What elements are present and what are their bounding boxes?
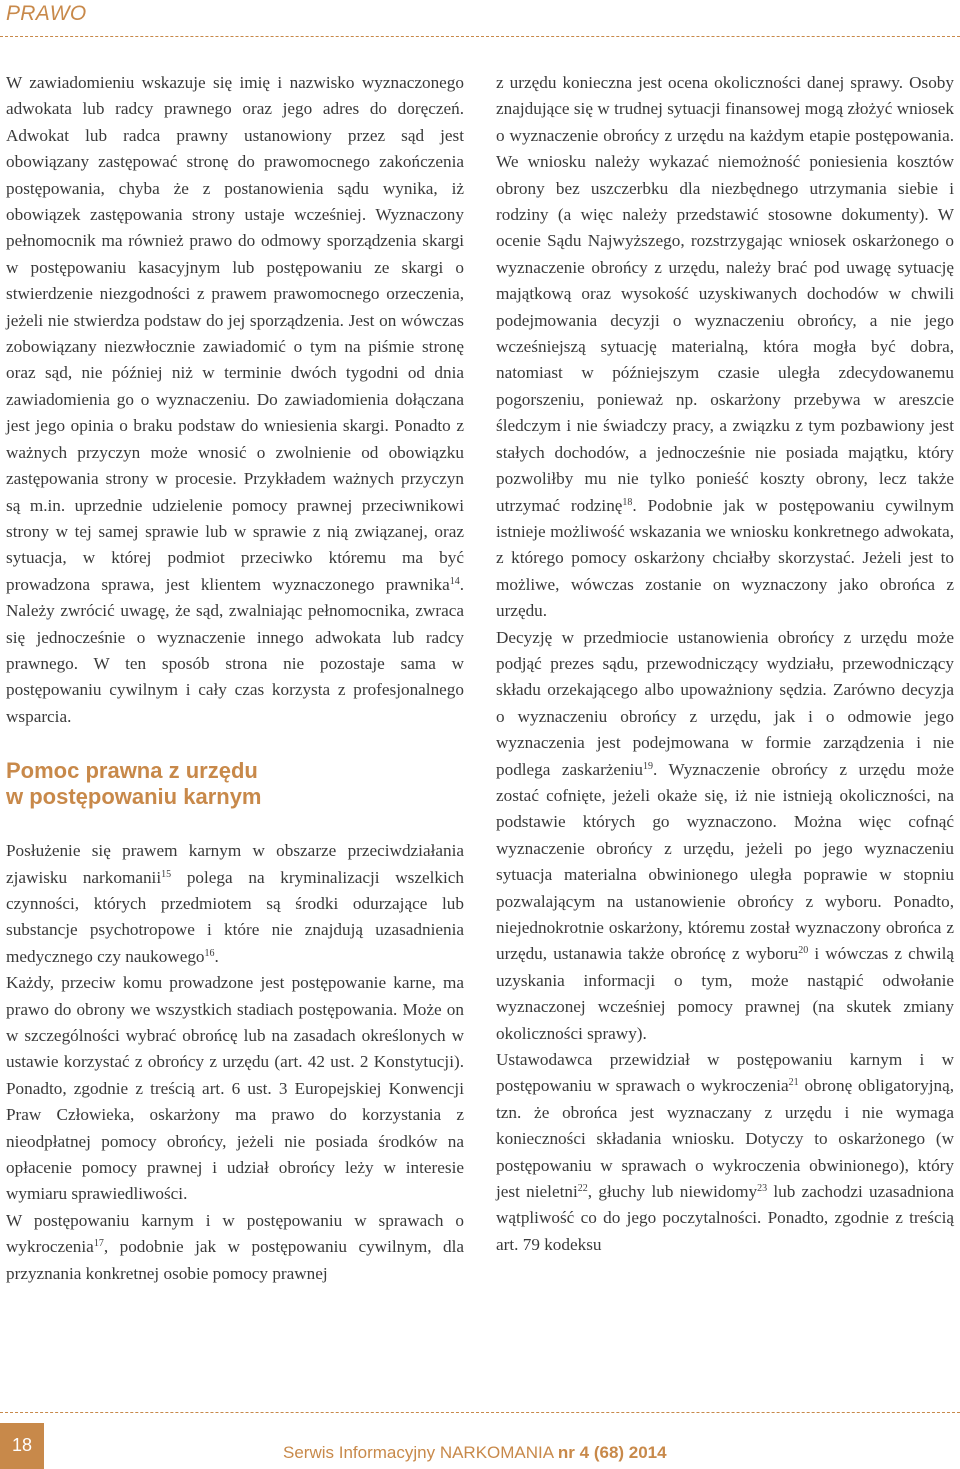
right-column bbox=[496, 70, 954, 1258]
paragraph: z urzędu konieczna jest ocena okoliczności danej sprawy. Osoby znajdujące się w trudnej sytuacji finansowej mogą złożyć wniosek o wyznaczenie obrońcy z urzędu na każdym etapie postępowania. We wniosku należy wykazać niemożność poniesienia kosztów obrony bez uszczerbku dla niezbędnego utrzymania siebie i rodziny (a więc należy przedstawić stosowne dokumenty). W ocenie Sądu Najwyższego, rozstrzygając wniosek oskarżonego o wyznaczenie obrońcy z urzędu, należy brać pod uwagę sytuację majątkową oraz wysokość uzyskiwanych dochodów w chwili podejmowania decyzji o wyznaczeniu obrońcy, a nie jego wcześniejszą sytuację materialną, która mogła być dobra, natomiast w późniejszym czasie uległa zdecydowanemu pogorszeniu, ponieważ np. oskarżony przebywa w areszcie śledczym i nie świadczy pracy, a związku z tym pozbawiony jest stałych dochodów, a jednocześnie nie posiada majątku, który pozwoliłby mu nie tylko ponieść koszty obrony, lecz także utrzymać rodzinę$^{18}$. Podobnie jak w postępowaniu cywilnym istnieje możliwość wskazania we wniosku konkretnego adwokata, z którego pomocy oskarżony chciałby skorzystać. Jeżeli jest to możliwe, wówczas zostanie on wyznaczony jako obrońca z urzędu. bbox=[496, 73, 954, 621]
footnote-ref[interactable]: 20 bbox=[798, 945, 809, 957]
footnote-ref[interactable]: 17 bbox=[93, 1238, 104, 1250]
page-number: 18 bbox=[0, 1423, 44, 1469]
paragraph: Każdy, przeciw komu prowadzone jest postępowanie karne, ma prawo do obrony we wszystkich stadiach postępowania. Może on w szczególności wybrać obrońcę lub na zasadach określonych w ustawie korzystać z obrońcy z urzędu (art. 42 ust. 2 Konstytucji). Ponadto, zgodnie z treścią art. 6 ust. 3 Europejskiej Konwencji Praw Człowieka, oskarżony ma prawo do korzystania z nieodpłatnej pomocy obrońcy, jeżeli nie posiada środków na opłacenie pomocy prawnej i udział obrońcy leży w interesie wymiaru sprawiedliwości. bbox=[6, 973, 464, 1204]
footnote-ref[interactable]: 14 bbox=[449, 575, 460, 587]
footnote-ref[interactable]: 22 bbox=[577, 1183, 588, 1195]
paragraph: W postępowaniu karnym i w postępowaniu w sprawach o wykroczenia$^{17}$, podobnie jak w postępowaniu cywilnym, dla przyznania konkretnej osobie pomocy prawnej bbox=[6, 1210, 464, 1283]
heading-line: w postępowaniu karnym bbox=[6, 784, 262, 810]
paragraph: W zawiadomieniu wskazuje się imię i nazwisko wyznaczonego adwokata lub radcy prawnego oraz jego adres do doręczeń. Adwokat lub radca prawny ustanowiony przez sąd jest obowiązany zastępować stronę do prawomocnego zakończenia postępowania, chyba że z postanowienia sądu wynika, iż obowiązek zastępowania strony ustaje wcześniej. Wyznaczony pełnomocnik ma również prawo do odmowy sporządzenia skargi w postępowaniu kasacyjnym lub postępowaniu ze skargi o stwierdzenie niezgodności z prawem prawomocnego orzeczenia, jeżeli nie stwierdza podstaw do jej sporządzenia. Jest on wówczas zobowiązany niezwłocznie zawiadomić o tym na piśmie stronę oraz sąd, nie później niż w terminie dwóch tygodni od dnia zawiadomienia go o wyznaczeniu. Do zawiadomienia dołączana jest jego opinia o braku podstaw do wniesienia skargi. Ponadto z ważnych przyczyn może wnosić o zwolnienie od obowiązku zastępowania strony w procesie. Przykładem ważnych przyczyn są m.in. uprzednie udzielenie pomocy prawnej przeciwnikowi strony w tej samej sprawie lub w sprawie z nią związanej, oraz sytuacja, w której podmiot przeciwko któremu ma być prowadzona sprawa, jest klientem wyznaczonego prawnika$^{14}$. Należy zwrócić uwagę, że sąd, zwalniając pełnomocnika, zwraca się jednocześnie o wyznaczenie innego adwokata lub radcy prawnego. W ten sposób strona nie pozostaje sama w postępowaniu cywilnym i cały czas korzysta z profesjonalnego wsparcia. bbox=[6, 73, 464, 726]
footnote-ref[interactable]: 21 bbox=[788, 1077, 799, 1089]
section-heading bbox=[6, 758, 464, 810]
footnote-ref[interactable]: 18 bbox=[622, 496, 633, 508]
footer bbox=[283, 1443, 667, 1463]
section-label: PRAWO bbox=[6, 2, 87, 25]
footnote-ref[interactable]: 19 bbox=[643, 760, 654, 772]
paragraph: Decyzję w przedmiocie ustanowienia obrońcy z urzędu może podjąć prezes sądu, przewodniczący wydziału, przewodniczący składu orzekającego albo upoważniony sędzia. Zarówno decyzja o wyznaczeniu obrońcy z urzędu, jak i o odmowie jego wyznaczenia jest podejmowana w formie zarządzenia i nie podlega zaskarżeniu$^{19}$. Wyznaczenie obrońcy z urzędu może zostać cofnięte, jeżeli okaże się, iż nie istnieją okoliczności, na podstawie których go wyznaczono. Można więc cofnąć wyznaczenie obrońcy z urzędu, jeżeli po jego wyznaczeniu sytuacja materialna obwinionego uległa poprawie w stopniu pozwalającym na ustanowienie obrońcy z wyboru. Ponadto, niejednokrotnie oskarżony, któremu został wyznaczony obrońca z urzędu, ustanawia także obrońcę z wyboru$^{20}$ i wówczas z chwilą uzyskania informacji o tym, może nastąpić odwołanie wyznaczonej wcześniej pomocy prawnej (na skutek zmiany okoliczności sprawy). bbox=[496, 627, 954, 1043]
paragraph: Ustawodawca przewidział w postępowaniu karnym i w postępowaniu w sprawach o wykroczenia$^{21}$ obronę obligatoryjną, tzn. że obrońca jest wyznaczany z urzędu i nie wymaga konieczności składania wniosku. Dotyczy to oskarżonego (w postępowaniu w sprawach o wykroczenia obwinionego), który jest nieletni$^{22}$, głuchy lub niewidomy$^{23}$ lub zachodzi uzasadniona wątpliwość co do jego poczytalności. Ponadto, zgodnie z treścią art. 79 kodeksu bbox=[496, 1050, 954, 1254]
issue-number: nr 4 (68) 2014 bbox=[557, 1443, 667, 1462]
heading-line: Pomoc prawna z urzędu bbox=[6, 758, 258, 784]
header-divider bbox=[0, 36, 960, 37]
left-column bbox=[6, 70, 464, 1287]
footnote-ref[interactable]: 15 bbox=[161, 868, 172, 880]
footnote-ref[interactable]: 16 bbox=[204, 947, 215, 959]
journal-name: Serwis Informacyjny NARKOMANIA bbox=[283, 1443, 554, 1462]
paragraph: Posłużenie się prawem karnym w obszarze przeciwdziałania zjawisku narkomanii$^{15}$ polega na kryminalizacji wszelkich czynności, których przedmiotem są środki odurzające lub substancje psychotropowe i które nie znajdują uzasadnienia medycznego czy naukowego$^{16}$. bbox=[6, 841, 464, 966]
footnote-ref[interactable]: 23 bbox=[757, 1183, 768, 1195]
footer-divider bbox=[0, 1412, 960, 1413]
